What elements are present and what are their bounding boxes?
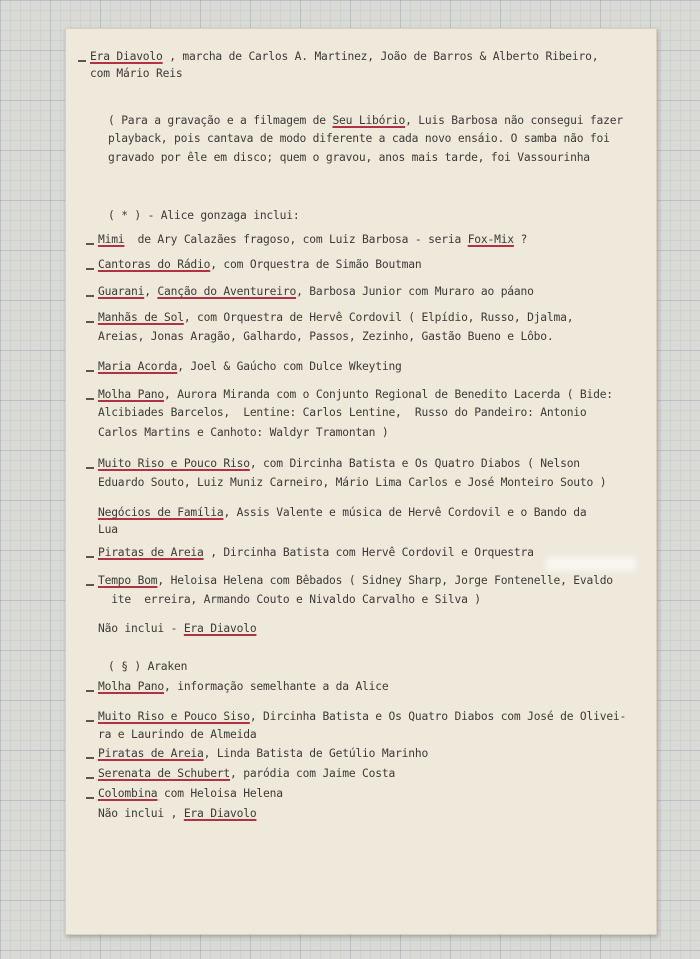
text-line [98,787,283,801]
text-line [98,406,587,420]
underlined-title: Piratas de Areia [98,747,204,760]
underlined-title: Mimi [98,233,125,246]
text-segment: , Dircinha Batista com Hervê Cordovil e Orquestra [203,546,534,559]
text-segment: , com Orquestra de Simão Boutman [210,258,422,271]
text-line [98,233,527,247]
entry-dash-mark [86,268,94,270]
underlined-title: Fox-Mix [467,233,514,246]
text-line [98,258,421,272]
text-segment: Carlos Martins e Canhoto: Waldyr Tramontan ) [98,426,389,439]
text-segment: ( Para a gravação e a filmagem de [108,114,333,127]
underlined-title: Colombina [98,787,158,800]
text-segment: , [144,285,158,298]
text-line [90,67,182,81]
text-line [98,426,388,440]
text-line [98,476,606,490]
text-line [98,593,481,607]
underlined-title: Molha Pano [98,680,165,693]
underlined-title: Muito Riso e Pouco Siso [98,710,250,723]
text-line [98,710,626,724]
text-line [98,807,256,821]
text-line [98,523,118,537]
underlined-title: Muito Riso e Pouco Riso [98,457,250,470]
text-line [98,546,534,560]
underlined-title: Guarani [98,285,145,298]
text-line [98,680,388,694]
text-line [98,311,573,325]
entry-dash-mark [86,720,94,722]
text-line [98,506,587,520]
entry-dash-mark [86,243,94,245]
text-segment: , Joel & Gaúcho com Dulce Wkeyting [177,360,402,373]
text-segment: ( § ) Araken [108,660,188,673]
text-line [98,388,613,402]
text-line [108,132,610,146]
text-segment: , Heloisa Helena com Bêbados ( Sidney Sharp, Jorge Fontenelle, Evaldo [157,574,613,587]
entry-dash-mark [86,321,94,323]
underlined-title: Canção do Aventureiro [157,285,297,298]
text-segment: , marcha de Carlos A. Martinez, João de Barros & Alberto Ribeiro, [162,50,599,63]
text-segment: , Luis Barbosa não consegui fazer [405,114,623,127]
text-segment: , Barbosa Junior com Muraro ao páano [296,285,534,298]
text-segment: , informação semelhante a da Alice [164,680,389,693]
entry-dash-mark [86,797,94,799]
typewritten-page [65,28,657,935]
underlined-title: Era Diavolo [183,622,257,635]
underlined-title: Maria Acorda [98,360,178,373]
text-segment: ? [513,233,528,246]
text-segment: ( * ) - Alice gonzaga inclui: [108,209,300,222]
text-line [90,50,598,64]
text-line [108,660,187,674]
text-segment: , paródia com Jaime Costa [230,767,396,780]
entry-dash-mark [86,295,94,297]
entry-dash-mark [86,467,94,469]
underlined-title: Era Diavolo [90,50,163,63]
entry-dash-mark [86,556,94,558]
text-line [98,747,428,761]
entry-dash-mark [86,690,94,692]
text-line [98,574,613,588]
text-segment: com Mário Reis [90,67,183,80]
underlined-title: Seu Libório [332,114,406,127]
correction-smudge [546,557,636,571]
text-line [108,114,623,128]
text-segment: de Ary Calazães fragoso, com Luiz Barbosa - seria [124,233,468,246]
text-segment: , com Orquestra de Hervê Cordovil ( Elpídio, Russo, Djalma, [183,311,574,324]
entry-dash-mark [86,757,94,759]
text-segment: Não inclui - [98,622,184,635]
entry-dash-mark [86,370,94,372]
underlined-title: Manhãs de Sol [98,311,184,324]
text-segment: Eduardo Souto, Luiz Muniz Carneiro, Mário Lima Carlos e José Monteiro Souto ) [98,476,607,489]
entry-dash-mark [86,777,94,779]
text-segment: , Linda Batista de Getúlio Marinho [203,747,429,760]
text-segment: , Dircinha Batista e Os Quatro Diabos com José de Olivei- [249,710,627,723]
entry-dash-mark [78,60,86,62]
text-segment: , Assis Valente e música de Hervê Cordovil e o Bando da [223,506,587,519]
text-segment: , com Dircinha Batista e Os Quatro Diabos ( Nelson [249,457,580,470]
underlined-title: Cantoras do Rádio [98,258,211,271]
entry-dash-mark [86,398,94,400]
text-line [98,285,534,299]
text-line [98,767,395,781]
underlined-title: Tempo Bom [98,574,158,587]
text-line [98,728,256,742]
entry-dash-mark [86,584,94,586]
text-line [98,457,580,471]
text-segment: Alcibiades Barcelos, Lentine: Carlos Lentine, Russo do Pandeiro: Antonio [98,406,587,419]
underlined-title: Negócios de Família [98,506,224,519]
text-segment: Areias, Jonas Aragão, Galhardo, Passos, Zezinho, Gastão Bueno e Lôbo. [98,330,554,343]
text-line [108,151,590,165]
text-segment: ite erreira, Armando Couto e Nivaldo Carvalho e Silva ) [98,593,481,606]
underlined-title: Piratas de Areia [98,546,204,559]
text-line [98,330,554,344]
underlined-title: Molha Pano [98,388,165,401]
text-line [98,360,402,374]
text-line [108,209,299,223]
text-segment: com Heloisa Helena [157,787,283,800]
underlined-title: Serenata de Schubert [98,767,231,780]
text-segment: Não inclui , [98,807,184,820]
text-segment: , Aurora Miranda com o Conjunto Regional de Benedito Lacerda ( Bide: [164,388,613,401]
underlined-title: Era Diavolo [183,807,257,820]
text-line [98,622,256,636]
text-segment: Lua [98,523,118,536]
text-segment: playback, pois cantava de modo diferente a cada novo ensáio. O samba não foi [108,132,610,145]
text-segment: gravado por êle em disco; quem o gravou, anos mais tarde, foi Vassourinha [108,151,590,164]
text-segment: ra e Laurindo de Almeida [98,728,257,741]
